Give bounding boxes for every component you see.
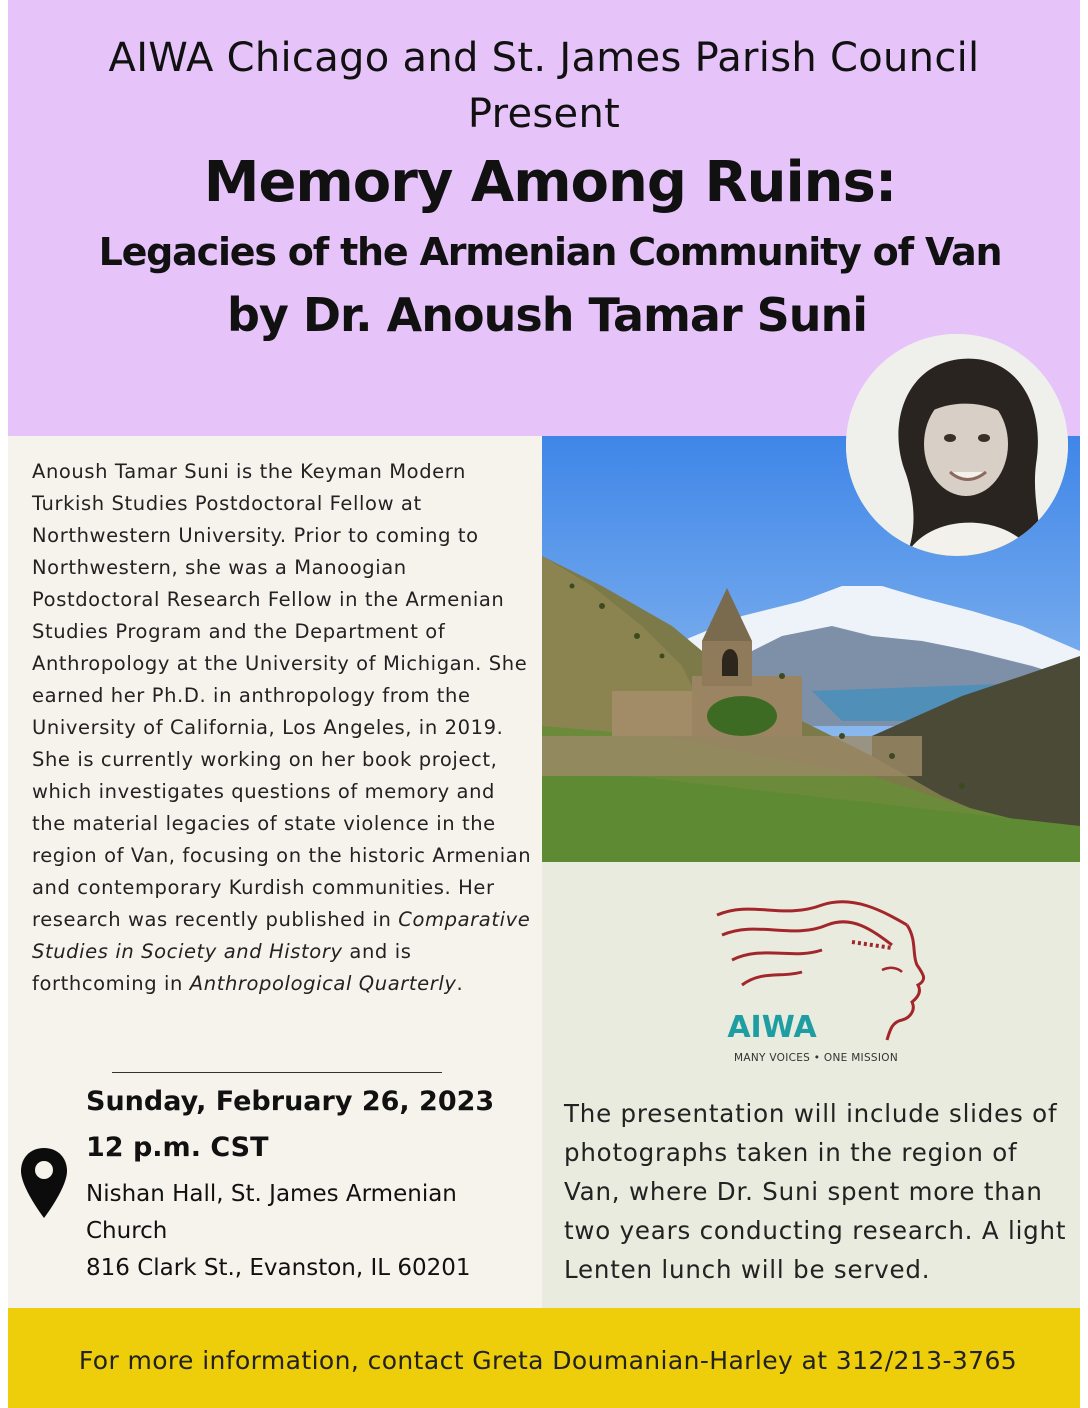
aiwa-tagline: MANY VOICES • ONE MISSION	[734, 1052, 898, 1064]
venue-name: Nishan Hall, St. James Armenian Church	[86, 1181, 457, 1244]
contact-info: For more information, contact Greta Doumanian-Harley at 312/213-3765	[78, 1346, 1018, 1375]
bio-text-end: .	[456, 972, 464, 995]
speaker-portrait	[846, 334, 1068, 556]
speaker-bio	[32, 456, 532, 1000]
event-date: Sunday, February 26, 2023	[86, 1086, 495, 1117]
presenter-organizations: AIWA Chicago and St. James Parish Council	[108, 35, 980, 81]
bio-journal-1: Comparative Studies in Society and History	[32, 908, 531, 963]
event-time: 12 p.m. CST	[86, 1132, 269, 1163]
presenter-present: Present	[467, 91, 621, 137]
event-venue	[86, 1176, 506, 1287]
bio-text: Anoush Tamar Suni is the Keyman Modern Turkish Studies Postdoctoral Fellow at Northwestern University. Prior to coming to Northwestern, she was a Manoogian Postdoctoral Research Fellow in the Armenian Studies Program and the Department of Anthropology at the University of Michigan. She earned her Ph.D. in anthropology from the University of California, Los Angeles, in 2019. She is currently working on her book project, which investigates questions of memory and the material legacies of state violence in the region of Van, focusing on the historic Armenian and contemporary Kurdish communities. Her research was recently published in	[32, 460, 532, 931]
aiwa-logo-text: AIWA	[727, 1010, 817, 1045]
venue-address: 816 Clark St., Evanston, IL 60201	[86, 1255, 471, 1281]
speaker-name: by Dr. Anoush Tamar Suni	[226, 288, 868, 342]
bio-text-middle: and is forthcoming in	[32, 940, 412, 995]
bio-journal-2: Anthropological Quarterly	[189, 972, 457, 995]
event-subtitle: Legacies of the Armenian Community of Van	[98, 230, 1002, 274]
location-pin-icon	[18, 1146, 70, 1224]
presentation-description: The presentation will include slides of photographs taken in the region of Van, where Dr. Suni spent more than two years conducting research. A light Lenten lunch will be served.	[564, 1099, 1067, 1284]
event-title: Memory Among Ruins:	[203, 150, 897, 215]
divider	[112, 1072, 442, 1073]
presenter-line	[0, 30, 1088, 142]
